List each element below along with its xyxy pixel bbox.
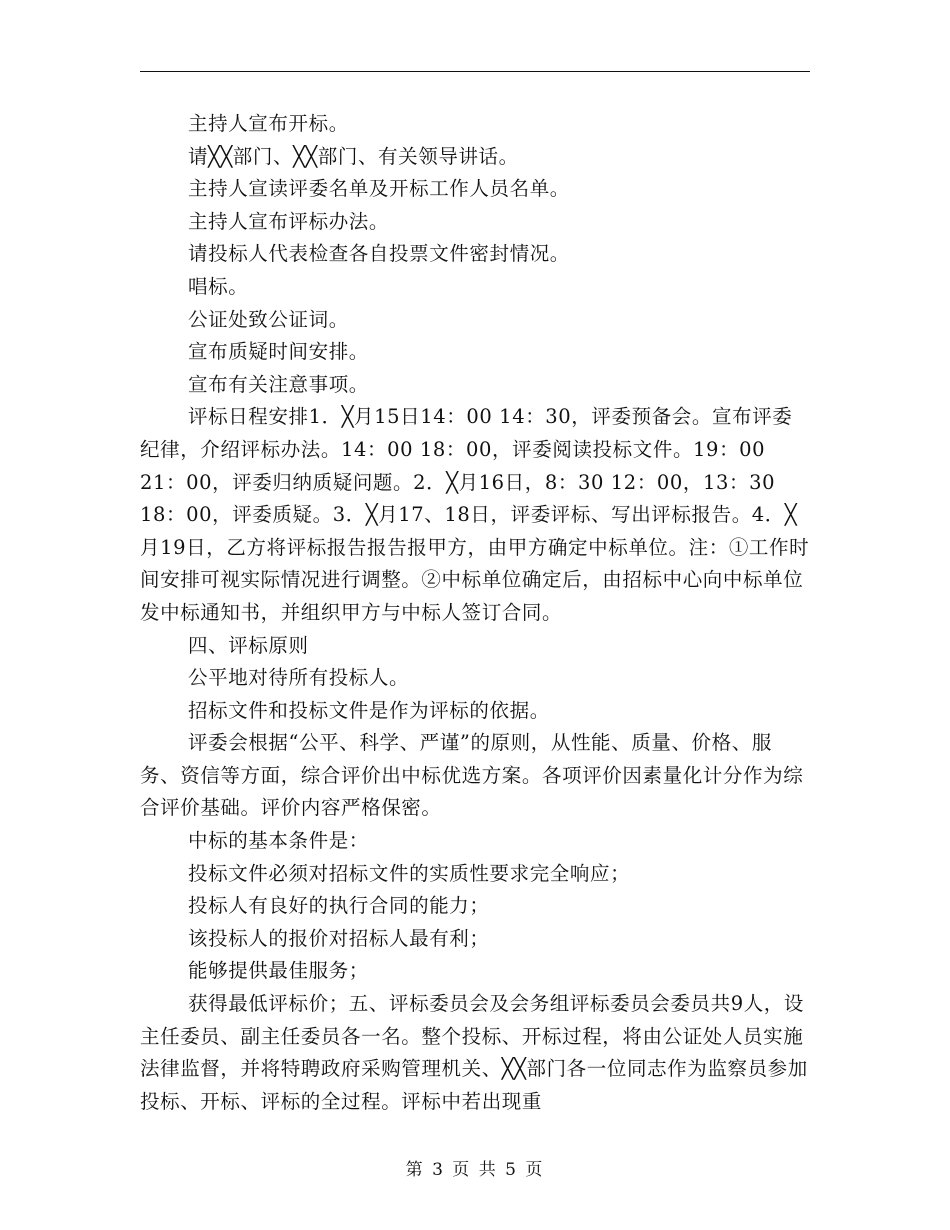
paragraph: 主持人宣布开标。 xyxy=(188,112,349,135)
header-rule xyxy=(140,71,810,72)
paragraph: 宣布有关注意事项。 xyxy=(188,372,369,396)
paragraph: 宣布质疑时间安排。 xyxy=(188,340,369,364)
paragraph: 请╳╳部门、╳╳部门、有关领导讲话。 xyxy=(188,144,519,168)
document-body xyxy=(140,108,812,1118)
paragraph: 公证处致公证词。 xyxy=(188,307,349,331)
paragraph: 该投标人的报价对招标人最有利； xyxy=(188,926,490,950)
section-heading: 四、评标原则 xyxy=(188,633,309,657)
paragraph: 能够提供最佳服务； xyxy=(188,959,369,983)
paragraph: 获得最低评标价；五、评标委员会及会务组评标委员会委员共9人，设主任委员、副主任委员各一名。整个投标、开标过程，将由公证处人员实施法律监督，并将特聘政府采购管理机关、╳╳部门各一位同志作为监察员参加投标、开标、评标的全过程。评标中若出现重 xyxy=(140,992,808,1113)
paragraph: 评委会根据“公平、科学、严谨”的原则，从性能、质量、价格、服务、资信等方面，综合评价出中标优选方案。各项评价因素量化计分作为综合评价基础。评价内容严格保密。 xyxy=(140,731,804,820)
paragraph: 招标文件和投标文件是作为评标的依据。 xyxy=(188,698,550,722)
paragraph: 中标的基本条件是： xyxy=(188,829,369,853)
paragraph: 投标文件必须对招标文件的实质性要求完全响应； xyxy=(188,861,631,885)
schedule-paragraph: 评标日程安排1．╳月15日14：00 14：30，评委预备会。宣布评委纪律，介绍评标办法。14：00 18：00，评委阅读投标文件。19：00 21：00，评委归纳质疑问题。2．╳月16日，8：30 12：00，13：30 18：00，评委质疑。3．╳月17、18日，评委评标、写出评标报告。4．╳月19日，乙方将评标报告报告报甲方，由甲方确定中标单位。注：①工作时间安排可视实际情况进行调整。②中标单位确定后，由招标中心向中标单位发中标通知书，并组织甲方与中标人签订合同。 xyxy=(140,405,810,624)
paragraph: 主持人宣布评标办法。 xyxy=(188,209,390,233)
paragraph: 请投标人代表检查各自投票文件密封情况。 xyxy=(188,242,570,266)
paragraph: 公平地对待所有投标人。 xyxy=(188,666,410,690)
page-number-footer: 第 3 页 共 5 页 xyxy=(405,1160,545,1180)
paragraph: 唱标。 xyxy=(188,274,249,298)
paragraph: 主持人宣读评委名单及开标工作人员名单。 xyxy=(188,177,570,201)
paragraph: 投标人有良好的执行合同的能力； xyxy=(188,894,490,918)
